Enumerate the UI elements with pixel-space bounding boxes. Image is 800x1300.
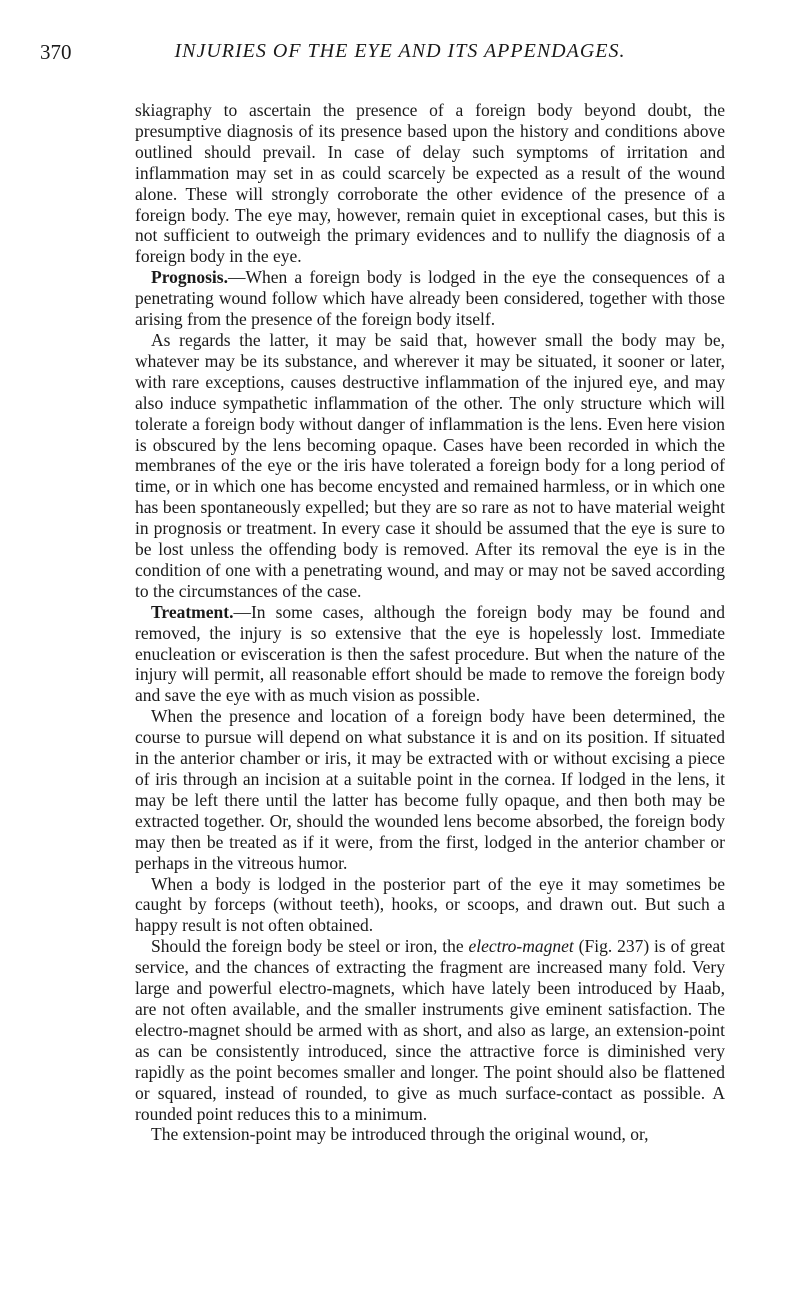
paragraph-treatment bbox=[135, 602, 725, 707]
paragraph-text: Should the foreign body be steel or iron, the bbox=[151, 936, 469, 957]
paragraph-text: —In some cases, although the foreign body may be found and removed, the injury is so extensive that the eye is hopelessly lost. Immediate enucleation or evisceration is then the safest procedure. But when the nature of the injury will permit, all reasonable effort should be made to remove the foreign body and save the eye with as much vision as possible. bbox=[135, 601, 725, 706]
page-number: 370 bbox=[40, 40, 72, 64]
paragraph-text: (Fig. 237) is of great service, and the chances of extracting the fragment are increased many fold. Very large and powerful electro-magnets, which have lately been introduced by Haab, are not often available, and the smaller instruments give eminent satisfaction. The electro-magnet should be armed with as short, and also as large, an extension-point as can be consistently introduced, since the attractive force is diminished very rapidly as the point becomes smaller and longer. The point should also be flattened or squared, instead of rounded, to give as much surface-contact as possible. A rounded point reduces this to a minimum. bbox=[135, 936, 725, 1124]
paragraph: The extension-point may be introduced through the original wound, or, bbox=[151, 1124, 649, 1145]
section-heading-treatment: Treatment. bbox=[151, 601, 234, 622]
running-head: INJURIES OF THE EYE AND ITS APPENDAGES. bbox=[174, 40, 626, 62]
paragraph-electro-magnet bbox=[135, 936, 725, 1124]
page-header bbox=[40, 40, 760, 70]
paragraph: skiagraphy to ascertain the presence of a foreign body beyond doubt, the presumptive diagnosis of its presence based upon the history and conditions above outlined should prevail. In case of delay such symptoms of irritation and inflammation may set in as could scarcely be expected as a result of the wound alone. These will strongly corroborate the other evidence of the presence of a foreign body. The eye may, however, remain quiet in exceptional cases, but this is not sufficient to outweigh the primary evidences and to nullify the diagnosis of a foreign body in the eye. bbox=[135, 100, 725, 267]
paragraph-prognosis bbox=[135, 267, 725, 330]
paragraph-text: —When a foreign body is lodged in the eye the consequences of a penetrating wound follow which have already been considered, together with those arising from the presence of the foreign body itself. bbox=[135, 267, 725, 330]
body-text bbox=[135, 100, 725, 1145]
paragraph: When the presence and location of a foreign body have been determined, the course to pursue will depend on what substance it is and on its position. If situated in the anterior chamber or iris, it may be extracted with or without excising a piece of iris through an incision at a suitable point in the cornea. If lodged in the lens, it may be left there until the latter has become fully opaque, and then both may be extracted together. Or, should the wounded lens become absorbed, the foreign body may then be treated as if it were, from the first, lodged in the anterior chamber or perhaps in the vitreous humor. bbox=[135, 706, 725, 873]
section-heading-prognosis: Prognosis. bbox=[151, 267, 228, 288]
paragraph: As regards the latter, it may be said that, however small the body may be, whatever may be its substance, and wherever it may be situated, it sooner or later, with rare exceptions, causes destructive inflammation of the injured eye, and may also induce sympathetic inflammation of the other. The only structure which will tolerate a foreign body without danger of inflammation is the lens. Even here vision is obscured by the lens becoming opaque. Cases have been recorded in which the membranes of the eye or the iris have tolerated a foreign body for a long period of time, or in which one has become encysted and remained harmless, or in which one has been spontaneously expelled; but they are so rare as not to have material weight in prognosis or treatment. In every case it should be assumed that the eye is sure to be lost unless the offending body is removed. After its removal the eye is in the condition of one with a penetrating wound, and may or may not be saved according to the circumstances of the case. bbox=[135, 329, 725, 601]
paragraph: When a body is lodged in the posterior part of the eye it may sometimes be caught by forceps (without teeth), hooks, or scoops, and drawn out. But such a happy result is not often obtained. bbox=[135, 873, 725, 936]
emphasis-electro-magnet: electro-magnet bbox=[468, 936, 574, 957]
